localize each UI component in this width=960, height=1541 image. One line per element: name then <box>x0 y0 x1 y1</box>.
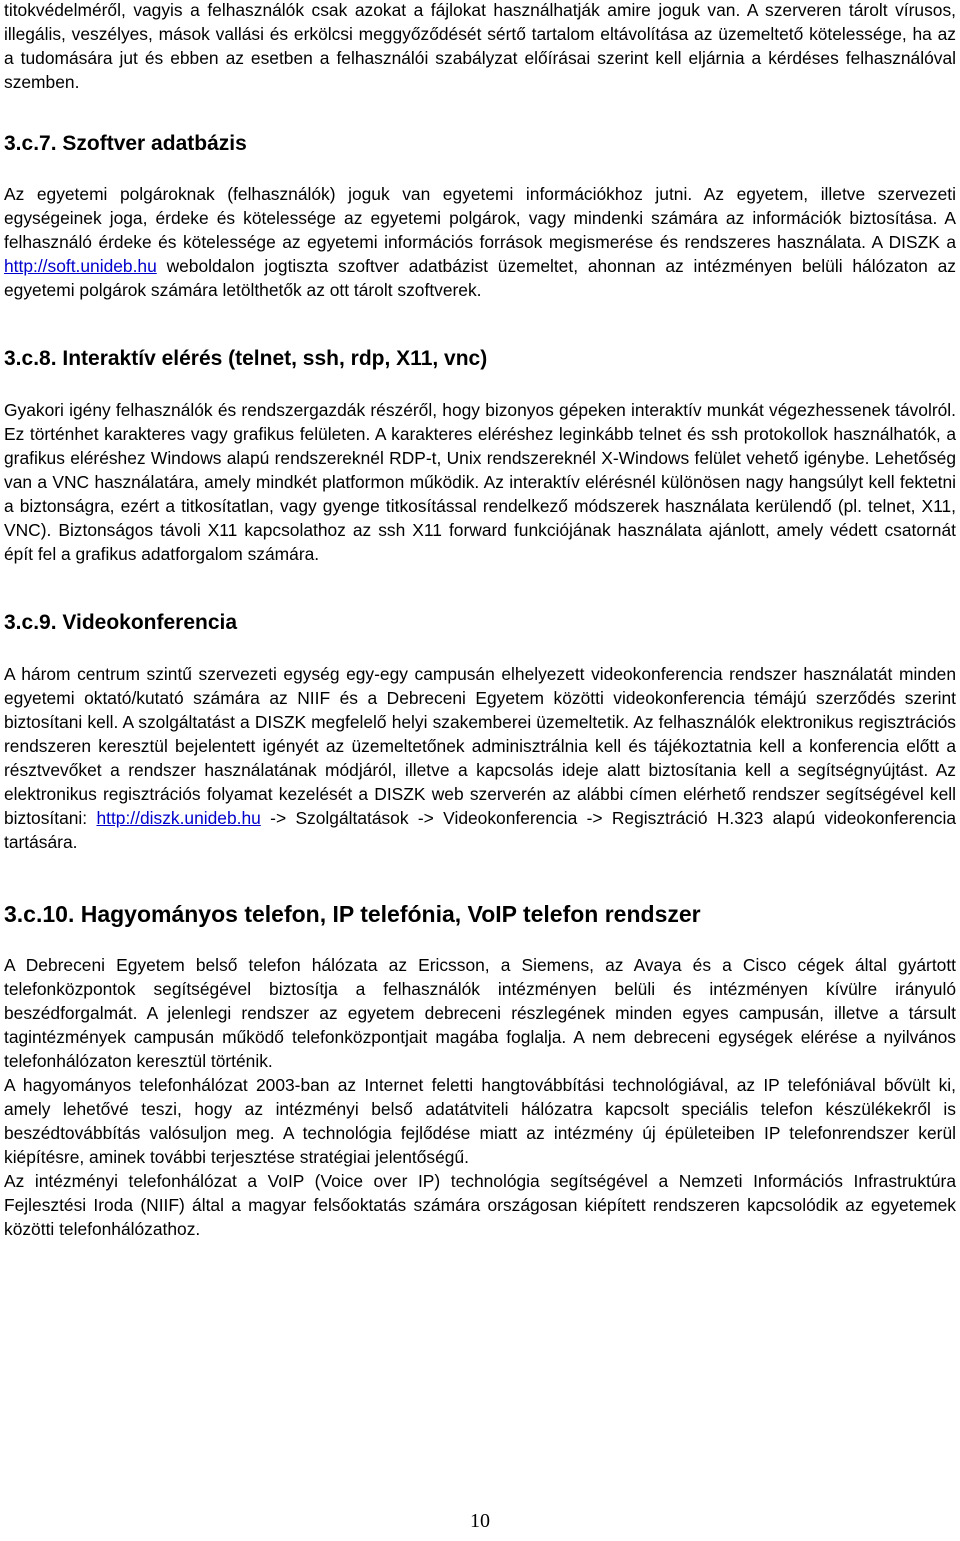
section-3c9-heading: 3.c.9. Videokonferencia <box>4 611 238 634</box>
section-3c9-paragraph <box>4 662 956 854</box>
section-3c7-heading: 3.c.7. Szoftver adatbázis <box>4 132 247 155</box>
section-3c9-text-b: -> Szolgáltatások -> Videokonferencia -> Regisztráció H.323 alapú videokonferencia tartására. <box>4 808 956 852</box>
section-3c9-text-a: A három centrum szintű szervezeti egység egy-egy campusán elhelyezett videokonferencia rendszer használatát minden egyetemi oktató/kutató számára az NIIF és a Debreceni Egyetem közötti videokonferencia témájú szerződés szerint biztosítani kell. A szolgáltatást a DISZK megfelelő helyi szakemberei üzemeltetik. Az felhasználók elektronikus regisztrációs rendszeren keresztül bejelentett igényét az üzemeltetőnek adminisztrálnia kell és tájékoztatnia kell a konferencia előtt a résztvevőket a rendszer használatának módjáról, illetve a kapcsolás ideje alatt biztosítania kell a segítségnyújtást. Az elektronikus regisztrációs folyamat kezelését a DISZK web szerverén az alábbi címen elérhető rendszer segítségével kell biztosítani: <box>4 664 956 828</box>
section-3c8-heading: 3.c.8. Interaktív elérés (telnet, ssh, rdp, X11, vnc) <box>4 347 488 370</box>
section-3c10-paragraph-3: Az intézményi telefonhálózat a VoIP (Voice over IP) technológia segítségével a Nemzeti Információs Infrastruktúra Fejlesztési Iroda (NIIF) által a magyar felsőoktatás számára országosan kiépített rendszeren kapcsolódik az egyetemek közötti telefonhálózathoz. <box>4 1171 956 1239</box>
diszk-unideb-link[interactable]: http://diszk.unideb.hu <box>96 808 261 828</box>
section-3c10-paragraph-2: A hagyományos telefonhálózat 2003-ban az Internet feletti hangtovábbítási technológiával, az IP telefóniával bővült ki, amely lehetővé teszi, hogy az intézményi belső adatátviteli hálózatra kapcsolt speciális telefon készülékekről is beszédtovábbítás valósuljon meg. A technológia fejlődése miatt az intézmény új épületeiben IP telefonrendszer kerül kiépítésre, aminek további terjesztése stratégiai jelentőségű. <box>4 1075 956 1167</box>
intro-paragraph: titokvédelméről, vagyis a felhasználók csak azokat a fájlokat használhatják amire joguk van. A szerveren tárolt vírusos, illegális, veszélyes, mások vallási és erkölcsi meggyőződését sértő tartalom eltávolítása az üzemeltető kötelessége, ha az a tudomására jut és ebben az esetben a felhasználói szabályzat előírásai szerint kell eljárnia a kérdéses felhasználóval szemben. <box>4 0 956 92</box>
document-page <box>4 0 956 1241</box>
section-3c10-paragraph-1: A Debreceni Egyetem belső telefon hálózata az Ericsson, a Siemens, az Avaya és a Cisco cégek által gyártott telefonközpontok segítségével biztosítja a felhasználók intézményen belüli és intézményen kívülre irányuló beszédforgalmát. A jelenlegi rendszer az egyetem debreceni részlegének minden egyes campusán, illetve a társult tagintézmények campusán működő telefonközpontjait magába foglalja. A nem debreceni egységek elérése a nyilvános telefonhálózaton keresztül történik. <box>4 955 956 1071</box>
page-number: 10 <box>470 1510 490 1532</box>
section-3c8-paragraph: Gyakori igény felhasználók és rendszergazdák részéről, hogy bizonyos gépeken interaktív munkát végezhessenek távolról. Ez történhet karakteres vagy grafikus felületen. A karakteres eléréshez leginkább telnet és ssh protokollok használhatók, a grafikus eléréshez Windows alapú rendszereknél RDP-t, Unix rendszereknél X-Windows felület vehető igénybe. Lehetőség van a VNC használatára, amely mindkét platformon működik. Az interaktív elérésnél különösen nagy hangsúlyt kell fektetni a biztonságra, ezért a titkosítatlan, vagy gyenge titkosítással rendelkező módszerek használata kerülendő (pl. telnet, X11, VNC). Biztonságos távoli X11 kapcsolathoz az ssh X11 forward funkciójának használata ajánlott, amely védett csatornát épít fel a grafikus adatforgalom számára. <box>4 400 956 564</box>
section-3c7-text-a: Az egyetemi polgároknak (felhasználók) joguk van egyetemi információkhoz jutni. Az egyetem, illetve szervezeti egységeinek joga, érdeke és kötelessége az egyetemi polgárok, vagy mindenki számára az információk biztosítása. A felhasználó érdeke és kötelessége az egyetemi információs források megismerése és rendszeres használata. A DISZK a <box>4 184 956 252</box>
section-3c10-heading: 3.c.10. Hagyományos telefon, IP telefónia, VoIP telefon rendszer <box>4 901 701 927</box>
soft-unideb-link[interactable]: http://soft.unideb.hu <box>4 256 157 276</box>
section-3c7-text-b: weboldalon jogtiszta szoftver adatbázist üzemeltet, ahonnan az intézményen belüli hálózaton az egyetemi polgárok számára letölthetők az ott tárolt szoftverek. <box>4 256 956 300</box>
section-3c7-paragraph <box>4 182 956 302</box>
